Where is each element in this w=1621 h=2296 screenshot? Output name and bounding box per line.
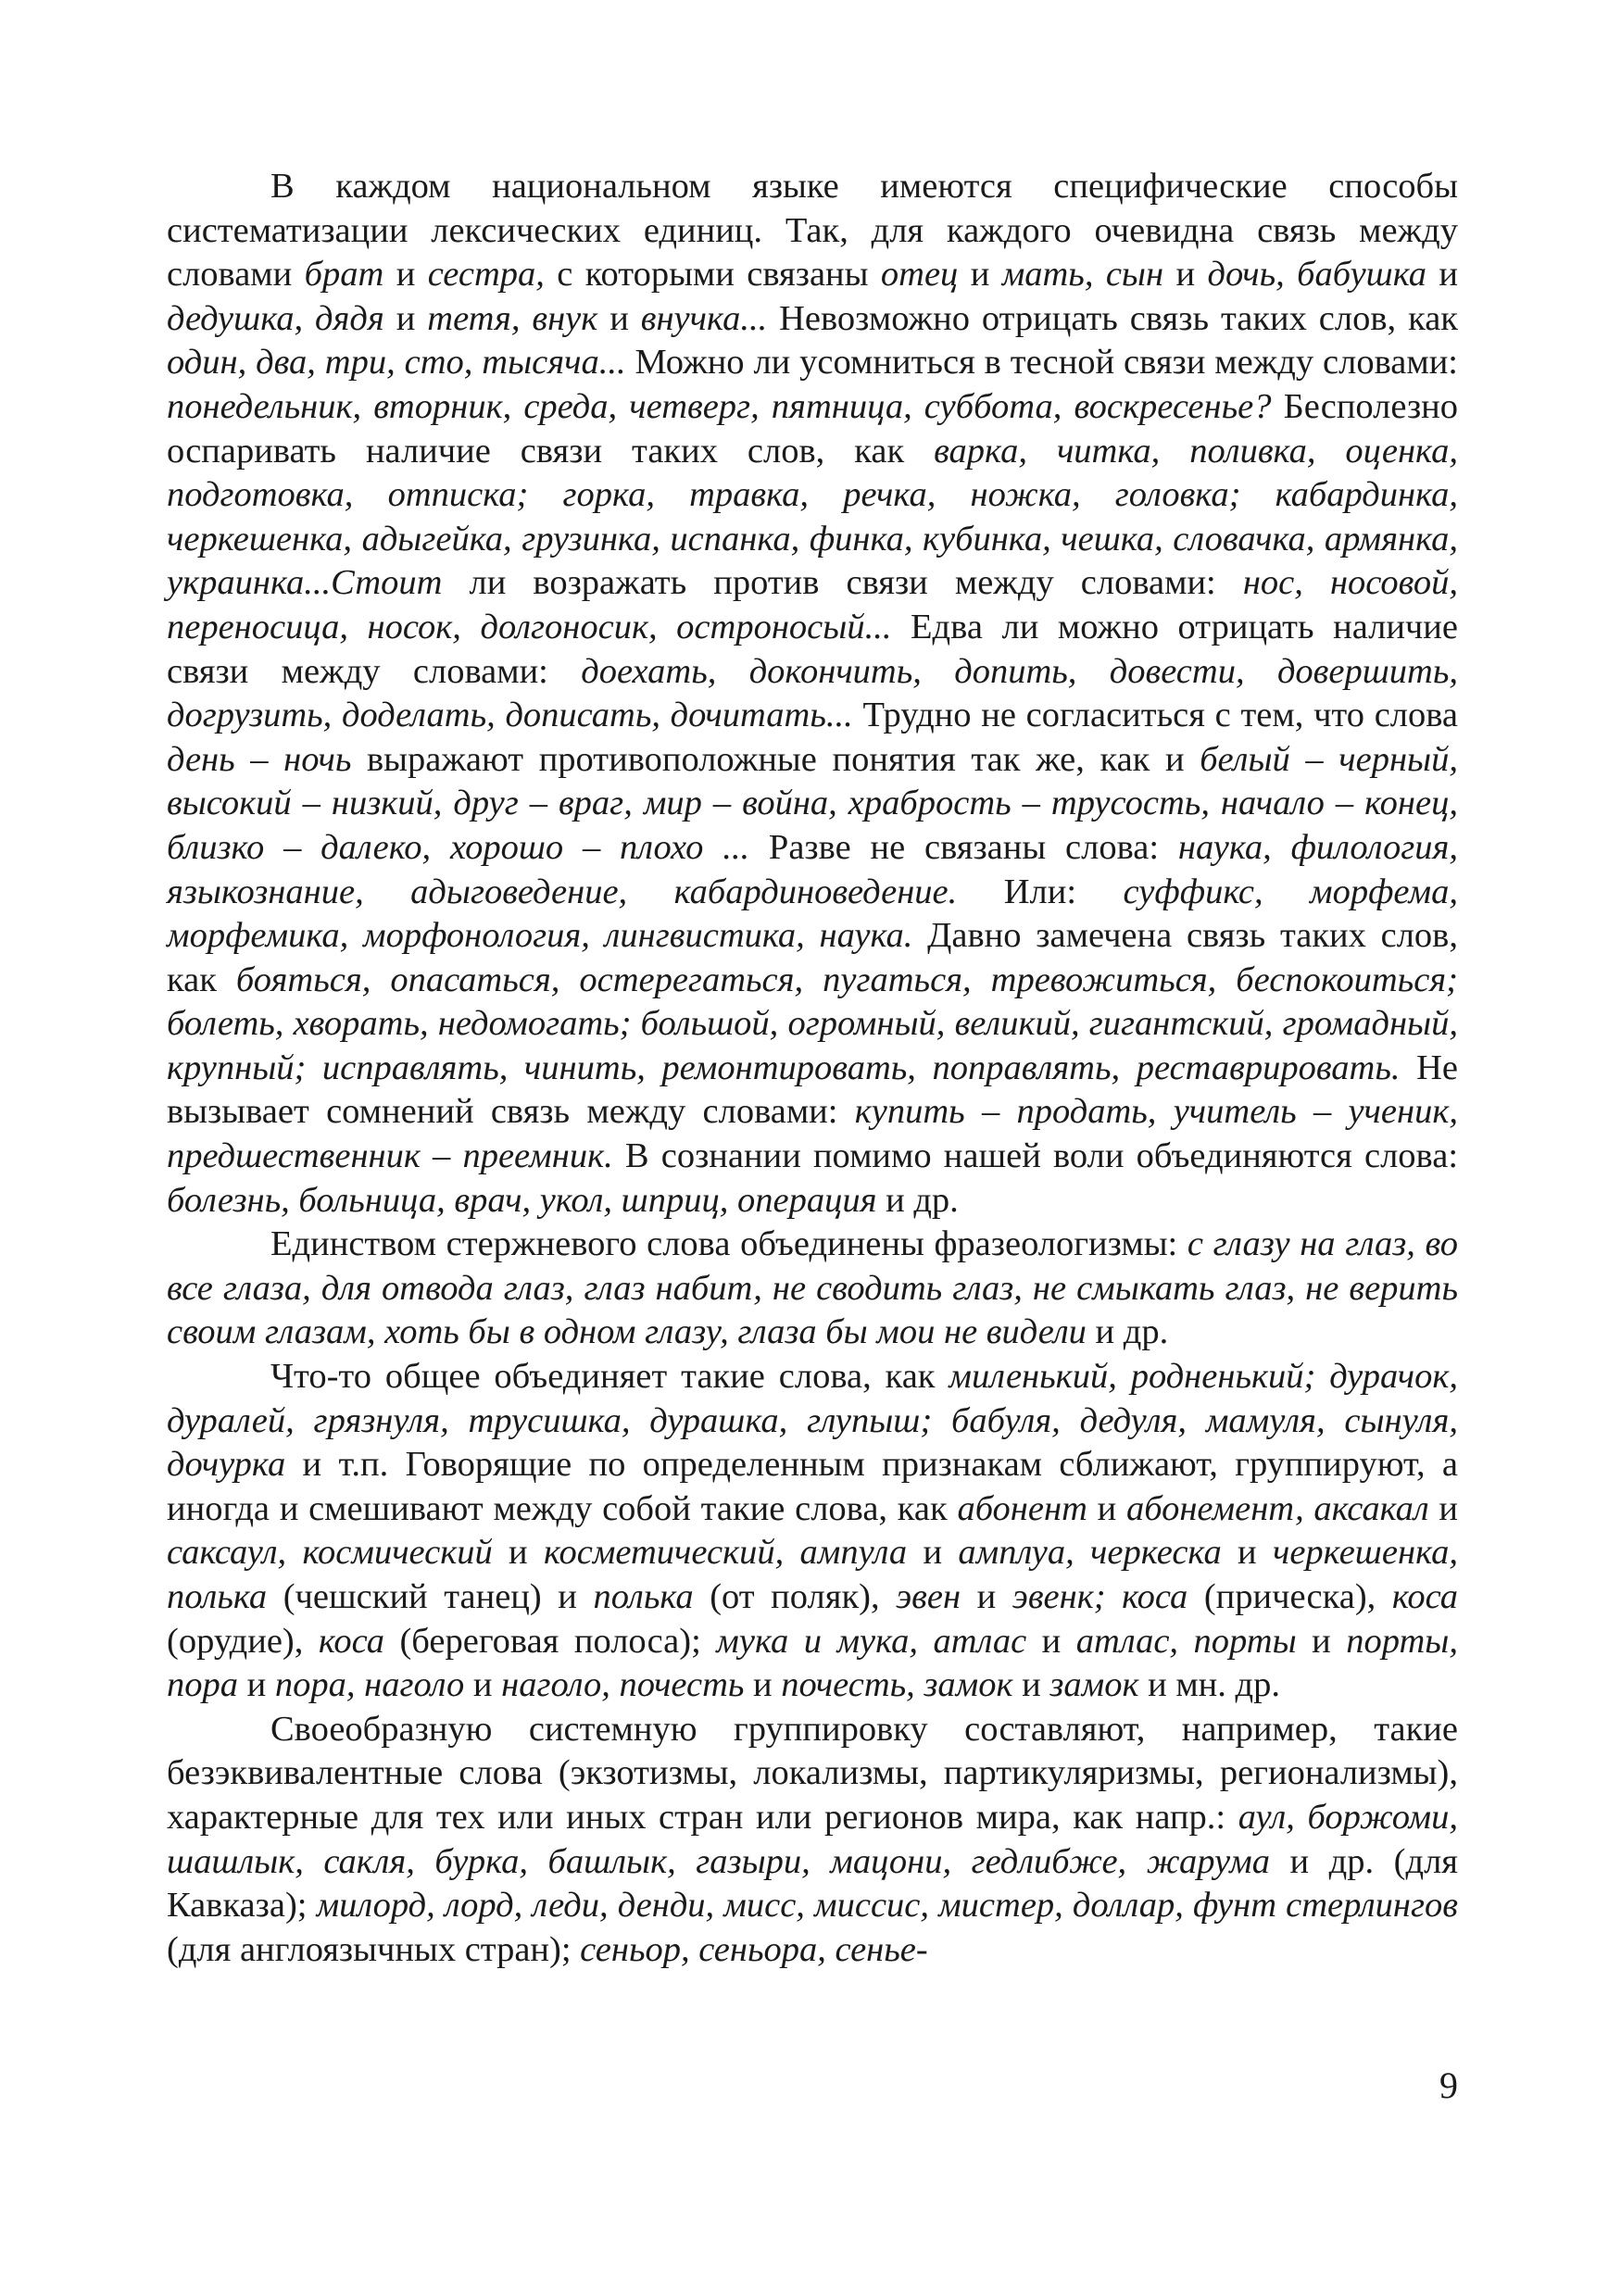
italic-term-run: аул, боржоми, шашлык, сакля, бурка, башлык, газыри, мацони, гедлибже, жарума (167, 1797, 1459, 1881)
paragraph (167, 1223, 1458, 1355)
italic-term-run: коса (318, 1621, 384, 1661)
text-run: Разве не связаны слова: (749, 827, 1178, 867)
text-run: Не вызывает сомнений связь между словами: (167, 1048, 1458, 1132)
text-run: Своеобразную системную группировку составляют, например, такие безэквивалентные слова (экзотизмы, локализмы, партикуляризмы, регионализмы), характерные для тех или иных стран или регионов мира, как напр.: (167, 1709, 1458, 1837)
text-run: и (1428, 1488, 1459, 1528)
text-run: и т.п. Говорящие по определенным признакам сближают, группируют, а иногда и смешивают между собой такие слова, как (167, 1445, 1458, 1528)
italic-term-run: брат (304, 255, 384, 295)
text-run: (от поляк), (693, 1577, 897, 1616)
text-run: и (464, 1665, 502, 1705)
italic-term-run: понедельник, вторник, среда, четверг, пятница, суббота, воскресенье? (167, 386, 1272, 426)
italic-term-run: сеньор, сеньора, сенье- (580, 1929, 928, 1969)
text-run: выражают противоположные понятия так же, как и (351, 739, 1200, 779)
italic-term-run: саксаул, космический (167, 1533, 493, 1573)
text-run: Едва ли можно отрицать наличие связи между словами: (167, 607, 1458, 691)
text-run: и (492, 1533, 544, 1573)
italic-term-run: наука, филология, языкознание, адыговедение, кабардиноведение. (167, 827, 1458, 911)
text-run: Невозможно отрицать связь таких слов, как (767, 298, 1458, 338)
text-run: и (238, 1665, 275, 1705)
text-run: (чешский танец) и (267, 1577, 594, 1616)
text-run: и (1163, 255, 1208, 295)
italic-term-run: варка, читка, поливка, оценка, подготовка, отписка; горка, травка, речка, ножка, головка; кабардинка, черкешенка, адыгейка, грузинка, испанка, финка, кубинка, чешка, словачка, армянка, украинка...Стоит (167, 431, 1458, 603)
text-run: и др. (для Кавказа); (167, 1841, 1458, 1926)
text-run: и (597, 298, 641, 338)
text-run: и (1426, 255, 1459, 295)
text-run: Единством стержневого слова объединены фразеологизмы: (270, 1224, 1187, 1264)
italic-term-run: косметический, ампула (543, 1533, 908, 1573)
text-run: Что-то общее объединяет такие слова, как (270, 1357, 949, 1397)
italic-term-run: купить – продать, учитель – ученик, предшественник – преемник. (167, 1092, 1458, 1176)
italic-term-run: эвен (896, 1577, 961, 1616)
italic-term-run: дедушка, дядя (167, 298, 384, 338)
body-text (167, 165, 1458, 1972)
italic-term-run: отец (880, 255, 959, 295)
paragraph (167, 1355, 1458, 1708)
italic-term-run: суффикс, морфема, морфемика, морфонология, лингвистика, наука. (167, 872, 1458, 956)
italic-term-run: день – ночь (167, 739, 352, 779)
italic-term-run: доехать, докончить, допить, довести, довершить, догрузить, доделать, дописать, дочитать... (167, 651, 1458, 735)
text-run: и (744, 1665, 782, 1705)
text-run: Можно ли усомниться в тесной связи между словами: (625, 343, 1458, 383)
italic-term-run: коса (1391, 1577, 1458, 1616)
italic-term-run: полька (593, 1577, 694, 1616)
italic-term-run: замок (1049, 1665, 1139, 1705)
italic-term-run: милорд, лорд, леди, денди, мисс, миссис, мистер, доллар, фунт стерлингов (316, 1886, 1459, 1926)
paragraph (167, 165, 1458, 1223)
italic-term-run: белый – черный, высокий – низкий, друг – враг, мир – война, храбрость – трусость, начало – конец, близко – далеко, хорошо – плохо ... (167, 739, 1458, 867)
text-run: и (1296, 1621, 1347, 1661)
text-run: ли возражать против связи между словами: (442, 563, 1243, 603)
italic-term-run: абонент (957, 1488, 1087, 1528)
italic-term-run: внучка... (640, 298, 768, 338)
italic-term-run: нос, носовой, переносица, носок, долгоносик, остроносый... (167, 563, 1459, 646)
italic-term-run: сестра, (427, 255, 545, 295)
text-run: Трудно не согласиться с тем, что слова (852, 696, 1459, 735)
italic-term-run: мать, сын (1001, 255, 1164, 295)
text-run: В сознании помимо нашей воли объединяются слова: (612, 1136, 1459, 1176)
text-run: (прическа), (1187, 1577, 1392, 1616)
text-run: (береговая полоса); (384, 1621, 717, 1661)
text-run: и (1221, 1533, 1273, 1573)
text-run: с которыми связаны (544, 255, 881, 295)
text-run: и (1026, 1621, 1076, 1661)
text-run: (для англоязычных стран); (167, 1929, 581, 1969)
italic-term-run: наголо, почесть (501, 1665, 745, 1705)
text-run: Или: (957, 872, 1124, 911)
italic-term-run: тетя, внук (427, 298, 598, 338)
italic-term-run: один, два, три, сто, тысяча... (167, 343, 626, 383)
italic-term-run: амплуа, черкеска (958, 1533, 1222, 1573)
text-run: и (1012, 1665, 1050, 1705)
text-run: и (961, 1577, 1012, 1616)
text-run: и (383, 298, 428, 338)
italic-term-run: порты, пора (167, 1621, 1458, 1705)
italic-term-run: пора, наголо (274, 1665, 465, 1705)
italic-term-run: с глазу на глаз, во все глаза, для отвода глаз, глаз набит, не сводить глаз, не смыкать глаз, не верить своим глазам, хоть бы в одном глазу, глаза бы мои не видели (167, 1224, 1458, 1352)
text-run: и (383, 255, 428, 295)
italic-term-run: дочь, бабушка (1207, 255, 1427, 295)
text-run: Бесполезно оспаривать наличие связи таких слов, как (167, 386, 1459, 470)
text-run: и др. (1086, 1312, 1169, 1352)
page-number: 9 (1439, 2064, 1458, 2106)
paragraph (167, 1708, 1458, 1973)
text-run: В каждом национальном языке имеются специфические способы систематизации лексических единиц. Так, для каждого очевидна связь между словами (167, 167, 1458, 295)
text-run: и (1087, 1488, 1126, 1528)
text-run: и (958, 255, 1002, 295)
italic-term-run: почесть, замок (781, 1665, 1013, 1705)
italic-term-run: миленький, родненький; дурачок, дуралей, грязнуля, трусишка, дурашка, глупыш; бабуля, дедуля, мамуля, сынуля, дочурка (167, 1357, 1458, 1485)
italic-term-run: атлас, порты (1075, 1621, 1297, 1661)
italic-term-run: черкешенка, полька (167, 1533, 1458, 1616)
text-run: (орудие), (167, 1621, 319, 1661)
italic-term-run: эвенк; коса (1012, 1577, 1188, 1616)
italic-term-run: болезнь, больница, врач, укол, шприц, операция (167, 1180, 877, 1220)
text-run: и мн. др. (1138, 1665, 1281, 1705)
text-run: и (907, 1533, 959, 1573)
italic-term-run: бояться, опасаться, остерегаться, пугаться, тревожиться, беспокоиться; болеть, хворать, недомогать; большой, огромный, великий, гигантский, громадный, крупный; исправлять, чинить, ремонтировать, поправлять, реставрировать. (167, 960, 1458, 1087)
italic-term-run: абонемент, аксакал (1125, 1488, 1429, 1528)
text-run: и др. (876, 1180, 959, 1220)
italic-term-run: мука и мука, атлас (716, 1621, 1027, 1661)
text-run: Давно замечена связь таких слов, как (167, 916, 1458, 999)
